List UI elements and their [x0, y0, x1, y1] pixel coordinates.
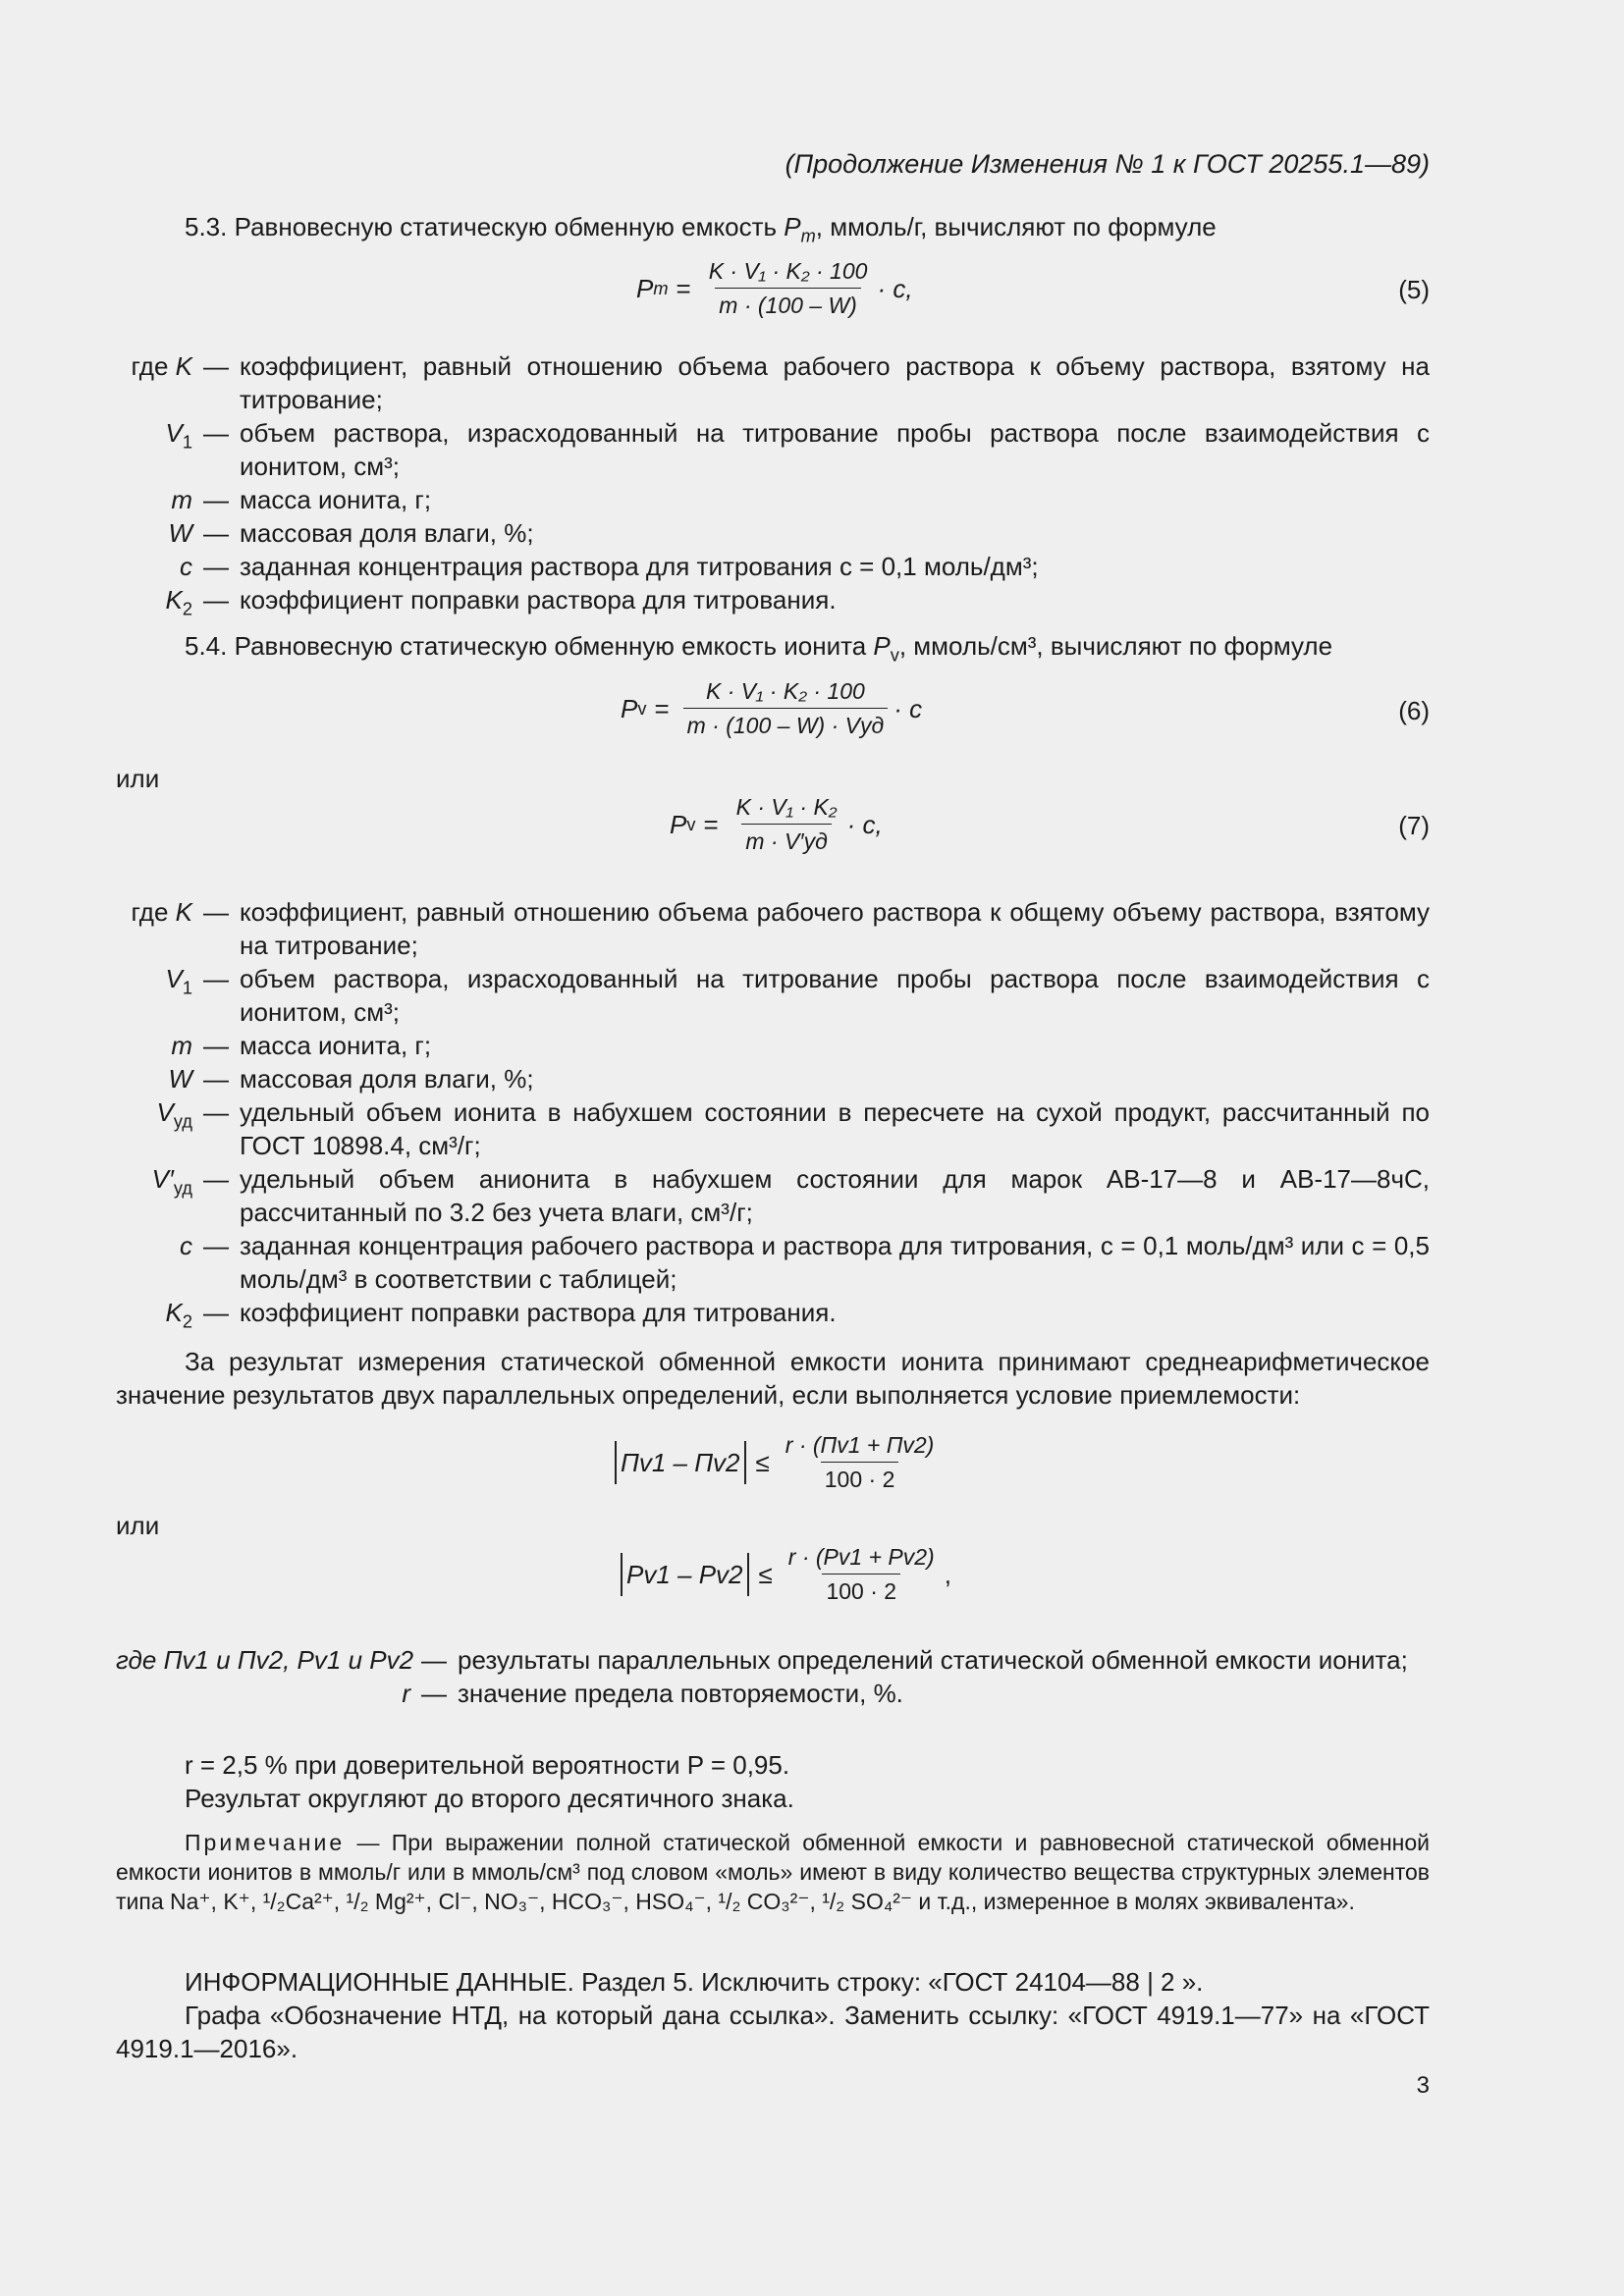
formula-7-numerator: K · V₁ · K₂	[735, 794, 838, 820]
equation-number-7: (7)	[1398, 811, 1430, 840]
formula-5-denominator: m · (100 – W)	[715, 288, 861, 319]
definition-row	[116, 1229, 1430, 1296]
definition-dash: —	[203, 518, 229, 548]
inequality-1-le: ≤	[755, 1447, 770, 1477]
definition-text: значение предела повторяемости, %.	[458, 1679, 903, 1708]
section-5-4-intro	[185, 629, 1430, 666]
formula-7-tail: · c,	[846, 809, 883, 839]
definition-symbol-main: K	[165, 585, 183, 614]
definition-symbol-main: m	[171, 485, 192, 514]
definition-symbol-main: K	[175, 351, 192, 381]
inequality-1-denominator: 100 · 2	[821, 1462, 899, 1493]
definition-symbol-main: K	[165, 1298, 183, 1327]
definition-dash: —	[203, 485, 229, 514]
formula-5-fraction	[705, 257, 872, 319]
definition-text: удельный объем ионита в набухшем состоянии в пересчете на сухой продукт, рассчитанный по ГОСТ 10898.4, см³/г;	[240, 1097, 1430, 1160]
formula-6: P v = $\frac{\text{K · V₁ · K₂ · 100}}{\text{m · (100 – W) · Vуд}}$ · c	[621, 678, 923, 738]
definition-dash: —	[203, 1298, 229, 1327]
definition-symbol	[116, 1095, 192, 1132]
definition-dash: —	[203, 418, 229, 448]
definition-dash: —	[203, 1097, 229, 1127]
abs-bar-right	[744, 1441, 746, 1484]
definition-symbol	[116, 1162, 192, 1199]
definition-text: заданная концентрация рабочего раствора и раствора для титрования, c = 0,1 моль/дм³ или c = 0,5 моль/дм³ в соответствии с таблицей;	[240, 1231, 1430, 1294]
formula-7-denominator: m · V′уд	[741, 824, 831, 855]
definition-row	[116, 962, 1430, 1029]
definitions-list-1	[116, 349, 1430, 619]
s53-text-before: 5.3. Равновесную статическую обменную емкость	[185, 212, 785, 241]
definition-symbol-main: W	[168, 1064, 192, 1094]
definition-dash: —	[203, 964, 229, 993]
definition-dash: —	[203, 1031, 229, 1060]
definition-text: объем раствора, израсходованный на титрование пробы раствора после взаимодействия с ионитом, см³;	[240, 964, 1430, 1027]
formula-5-eq: =	[676, 273, 691, 303]
formula-7-lhs: P	[670, 809, 687, 839]
definition-symbol	[116, 550, 192, 583]
definition-symbol-sub: 1	[182, 432, 192, 453]
definition-text: коэффициент, равный отношению объема рабочего раствора к объему раствора, взятому на титрование;	[240, 351, 1430, 414]
definition-row	[116, 1062, 1430, 1095]
result-paragraph: За результат измерения статической обменной емкости ионита принимают среднеарифметическое значение результатов двух параллельных определений, если выполняется условие приемлемости:	[116, 1347, 1430, 1410]
definition-symbol-sub: 2	[182, 1311, 192, 1332]
definition-symbol-main: V	[165, 964, 183, 993]
or-label-1: или	[116, 764, 160, 793]
s53-text-after: , ммоль/г, вычисляют по формуле	[815, 212, 1217, 241]
definition-row	[116, 1643, 1430, 1677]
definition-text: удельный объем анионита в набухшем состоянии для марок АВ-17—8 и АВ-17—8чС, рассчитанный по 3.2 без учета влаги, см³/г;	[240, 1164, 1430, 1227]
formula-6-fraction	[683, 677, 889, 739]
formula-6-denominator: m · (100 – W) · Vуд	[683, 708, 889, 739]
definition-dash: —	[203, 552, 229, 581]
definition-symbol	[116, 962, 192, 998]
definition-row	[116, 483, 1430, 516]
definition-symbol	[116, 516, 192, 550]
inequality-2-fraction	[785, 1543, 939, 1605]
inequality-1-fraction	[782, 1431, 939, 1493]
definition-row	[116, 1677, 1430, 1710]
inequality-2-denominator: 100 · 2	[822, 1574, 900, 1605]
inequality-1-lhs: Пv1 – Пv2	[621, 1447, 740, 1477]
s54-text-before: 5.4. Равновесную статическую обменную емкость ионита	[185, 631, 874, 661]
definition-row	[116, 1095, 1430, 1162]
definition-text: масса ионита, г;	[240, 485, 432, 514]
section-5-3-intro	[185, 210, 1430, 246]
definition-row	[116, 1162, 1430, 1229]
page-number: 3	[1416, 2072, 1430, 2099]
inequality-2	[617, 1543, 951, 1605]
definition-text: коэффициент поправки раствора для титрования.	[240, 1298, 837, 1327]
definition-dash: —	[203, 897, 229, 927]
formula-6-lhs: P	[621, 693, 638, 723]
inequality-2-tail: ,	[944, 1559, 951, 1589]
definition-text: массовая доля влаги, %;	[240, 518, 534, 548]
formula-6-eq: =	[654, 693, 670, 723]
definition-symbol	[116, 416, 192, 453]
definition-row	[116, 895, 1430, 962]
definition-text: коэффициент, равный отношению объема рабочего раствора к общему объему раствора, взятому на титрование;	[240, 897, 1430, 960]
s54-symbol: P	[873, 631, 891, 661]
inequality-2-lhs: Pv1 – Pv2	[626, 1559, 743, 1589]
definition-dash: —	[203, 351, 229, 381]
definition-symbol	[116, 483, 192, 516]
abs-bar-right	[747, 1553, 749, 1596]
definition-row	[116, 1296, 1430, 1332]
formula-5-tail: · c,	[877, 273, 913, 303]
s53-symbol-sub: m	[800, 226, 816, 246]
r-value-line: r = 2,5 % при доверительной вероятности P = 0,95.	[185, 1750, 790, 1780]
definition-text: заданная концентрация раствора для титрования c = 0,1 моль/дм³;	[240, 552, 1039, 581]
definition-dash: —	[421, 1645, 447, 1675]
definition-symbol-sub: 1	[182, 978, 192, 998]
definitions-list-3	[116, 1643, 1430, 1710]
document-header: (Продолжение Изменения № 1 к ГОСТ 20255.1—89)	[785, 149, 1430, 179]
definition-symbol-main: V	[165, 418, 183, 448]
formula-5-numerator: K · V₁ · K₂ · 100	[708, 258, 868, 284]
formula-7: P v = $\frac{\text{K · V₁ · K₂}}{m \cdot V'уд}$ · c,	[670, 794, 883, 854]
definition-row	[116, 349, 1430, 416]
definition-dash: —	[421, 1679, 447, 1708]
definition-symbol-main: V′	[151, 1164, 174, 1194]
or-label-2: или	[116, 1511, 160, 1540]
definition-symbol	[116, 1029, 192, 1062]
definition-dash: —	[203, 1064, 229, 1094]
s53-symbol: P	[784, 212, 801, 241]
formula-7-fraction	[732, 793, 841, 855]
inequality-1-numerator: r · (Пv1 + Пv2)	[785, 1432, 935, 1458]
formula-5: P m = $\frac{\text{K · V₁ · K₂ · 100}}{m \cdot (100 - W)}$ · c,	[636, 258, 913, 318]
inequality-2-le: ≤	[758, 1559, 773, 1589]
definition-dash: —	[203, 585, 229, 614]
inequality-1	[611, 1431, 944, 1493]
definition-symbol	[116, 1296, 192, 1332]
definition-row	[116, 416, 1430, 483]
definition-prefix: где	[131, 897, 176, 927]
definition-row	[116, 1029, 1430, 1062]
definition-symbol-sub: уд	[173, 1111, 192, 1132]
note-label: Примечание	[185, 1830, 346, 1855]
definition-symbol-main: W	[168, 518, 192, 548]
definition-symbol-sub: 2	[182, 599, 192, 619]
definition-dash: —	[203, 1231, 229, 1260]
info-line: ИНФОРМАЦИОННЫЕ ДАННЫЕ. Раздел 5. Исключить строку: «ГОСТ 24104—88 | 2 ».	[185, 1967, 1204, 1997]
definition-symbol	[116, 583, 192, 619]
equation-number-6: (6)	[1398, 696, 1430, 725]
definition-text: массовая доля влаги, %;	[240, 1064, 534, 1094]
definition-text: результаты параллельных определений статической обменной емкости ионита;	[458, 1645, 1408, 1675]
note-text: — При выражении полной статической обменной емкости и равновесной статической обменной емкости ионитов в ммоль/г или в ммоль/см³ под словом «моль» имеют в виду количество вещества структурных элементов типа Na⁺, K⁺, ¹/₂Ca²⁺, ¹/₂ Mg²⁺, Cl⁻, NO₃⁻, HCO₃⁻, HSO₄⁻, ¹/₂ CO₃²⁻, ¹/₂ SO₄²⁻ и т.д., измеренное в молях эквивалента».	[116, 1830, 1430, 1914]
definition-symbol-main: c	[180, 552, 192, 581]
definition-text: объем раствора, израсходованный на титрование пробы раствора после взаимодействия с ионитом, см³;	[240, 418, 1430, 481]
abs-bar-left	[615, 1441, 617, 1484]
definition-symbol-main: c	[180, 1231, 192, 1260]
definition-symbol: r	[402, 1679, 410, 1708]
definition-row	[116, 583, 1430, 619]
equation-number-5: (5)	[1398, 275, 1430, 304]
definition-symbol	[116, 1229, 192, 1262]
s54-text-after: , ммоль/см³, вычисляют по формуле	[898, 631, 1333, 661]
note-paragraph	[116, 1828, 1430, 1916]
definition-symbol-main: K	[175, 897, 192, 927]
definition-prefix: где	[131, 351, 176, 381]
definition-text: коэффициент поправки раствора для титрования.	[240, 585, 837, 614]
formula-6-tail: · c	[893, 693, 923, 723]
definition-symbol-sub: уд	[173, 1178, 192, 1199]
rounding-line: Результат округляют до второго десятичного знака.	[185, 1784, 794, 1813]
abs-bar-left	[621, 1553, 623, 1596]
definitions-list-2	[116, 895, 1430, 1332]
formula-7-eq: =	[703, 809, 719, 839]
definition-symbol-main: m	[171, 1031, 192, 1060]
definition-text: масса ионита, г;	[240, 1031, 432, 1060]
definition-dash: —	[203, 1164, 229, 1194]
definition-row	[116, 516, 1430, 550]
definition-symbol	[116, 1062, 192, 1095]
formula-5-lhs: P	[636, 273, 654, 303]
grafa-line: Графа «Обозначение НТД, на который дана ссылка». Заменить ссылку: «ГОСТ 4919.1—77» на «ГОСТ 4919.1—2016».	[116, 2001, 1430, 2063]
formula-6-numerator: K · V₁ · K₂ · 100	[706, 678, 865, 704]
definition-symbol: где Пv1 и Пv2, Pv1 и Pv2	[116, 1645, 414, 1675]
definition-symbol-main: V	[156, 1097, 174, 1127]
definition-symbol	[116, 349, 192, 383]
inequality-2-numerator: r · (Pv1 + Pv2)	[787, 1544, 935, 1570]
definition-symbol	[116, 895, 192, 929]
definition-row	[116, 550, 1430, 583]
s54-symbol-sub: v	[890, 645, 899, 666]
